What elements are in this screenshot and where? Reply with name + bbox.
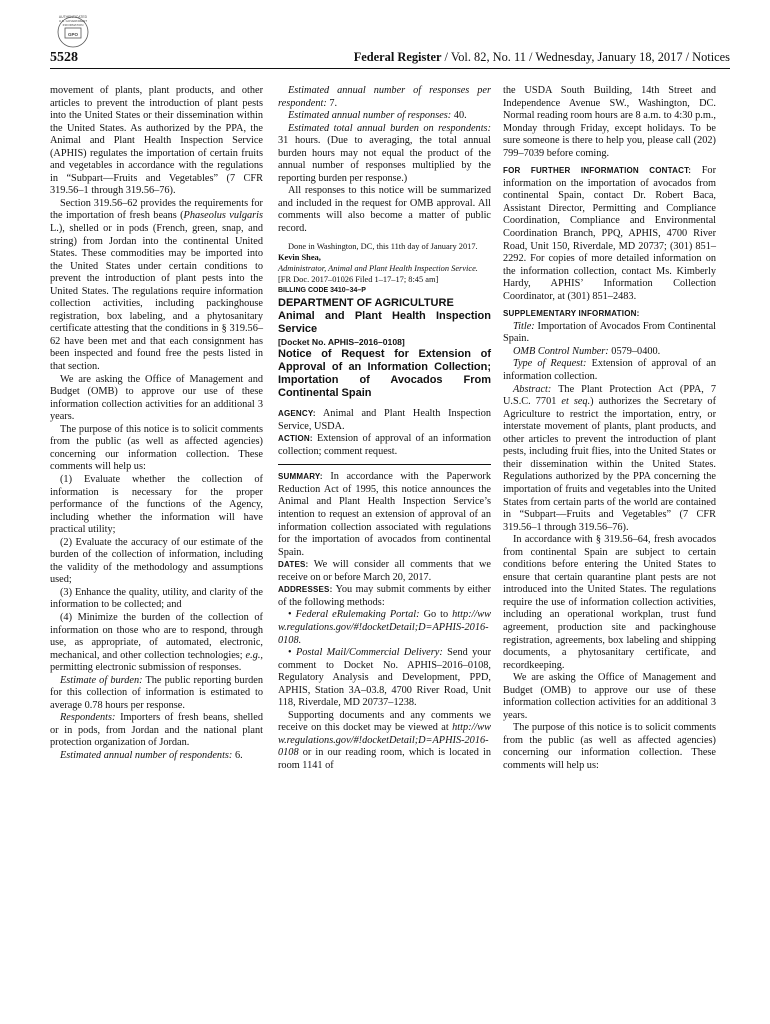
- docket-number: [Docket No. APHIS–2016–0108]: [278, 336, 405, 347]
- column-3: [503, 85, 716, 773]
- document-page: [50, 10, 730, 1015]
- abstract-paragraph: Abstract: The Plant Protection Act (PPA, 7 U.S.C. 7701 et seq.) authorizes the Secretary of Agriculture to restrict the importation, entry, or interstate movement of plants, plant products, and other articles to prevent the introduction of plant pests, including fruit flies, into the United States or their dissemination within the United States. Regulations authorized by the PPA concerning the importation of fruits and vegetables into the United States from certain parts of the world are contained in “Subpart—Fruits and Vegetables” (7 CFR 319.56–1 through 319.56–76).: [503, 383, 717, 533]
- paragraph: The purpose of this notice is to solicit comments from the public (as well as affected agencies) concerning our information collection. These comments will help us:: [50, 423, 263, 473]
- paragraph: movement of plants, plant products, and other articles to prevent the introduction of plant pests into the United States or their dissemination within the United States. As authorized by the PPA, the Animal and Plant Health Inspection Service (APHIS) regulates the importation of certain fruits and vegetables in accordance with the regulations in “Subpart—Fruits and Vegetables” (7 CFR 319.56–1 through 319.56–76).: [50, 85, 263, 197]
- request-type-line: Type of Request: Extension of approval of an information collection.: [503, 358, 716, 383]
- billing-code: BILLING CODE 3410–34–P: [278, 286, 366, 294]
- paragraph: Estimate of burden: The public reporting burden for this collection of information is estimated to average 0.78 hours per response.: [50, 674, 263, 711]
- dates-section: DATES: We will consider all comments that we receive on or before March 20, 2017.: [278, 559, 491, 583]
- paragraph: Section 319.56–62 provides the requirements for the importation of fresh beans (Phaseolus vulgaris L.), shelled or in pods (French, green, snap, and string) from Jordan into the continental United States. These commodities may be imported into the United States under certain conditions to prevent the introduction of plant pests into the United States. The regulations require information collection activities, including packinghouse registration, box labeling, and a phytosanitary certificate attesting that the conditions in § 319.56–62 have been met and that each consignment has been inspected and found free the pests listed in that section.: [50, 197, 264, 373]
- list-item: (3) Enhance the quality, utility, and clarity of the information to be collected; and: [50, 586, 263, 611]
- paragraph: Estimated total annual burden on respondents: 31 hours. (Due to averaging, the total annual burden hours may not equal the product of the annual number of responses multiplied by the reporting burden per response.): [278, 122, 491, 184]
- paragraph: All responses to this notice will be summarized and included in the request for OMB approval. All comments will also become a matter of public record.: [278, 185, 491, 235]
- svg-text:U.S. GOVERNMENT: U.S. GOVERNMENT: [58, 19, 88, 23]
- regulations-link[interactable]: http://www.regulations.gov/#!docketDetail;D=APHIS-2016-0108.: [278, 609, 492, 646]
- action-line: ACTION: Extension of approval of an information collection; comment request.: [278, 433, 491, 457]
- paragraph: the USDA South Building, 14th Street and Independence Avenue SW., Washington, DC. Normal reading room hours are 8 a.m. to 4:30 p.m., Monday through Friday, except holidays. To be sure someone is there to help you, please call (202) 799–7039 before coming.: [503, 85, 716, 159]
- omb-line: OMB Control Number: 0579–0400.: [513, 345, 661, 357]
- supplementary-heading: SUPPLEMENTARY INFORMATION:: [503, 309, 640, 319]
- signature-date: Done in Washington, DC, this 11th day of January 2017.: [288, 241, 478, 251]
- addresses-section: ADDRESSES: You may submit comments by either of the following methods:: [278, 584, 491, 608]
- column-2: [278, 85, 491, 773]
- page-header: [50, 50, 730, 69]
- list-item: (2) Evaluate the accuracy of our estimate of the burden of the collection of information, including the validity of the methodology and assumptions used;: [50, 536, 263, 586]
- signer-title: Administrator, Animal and Plant Health Inspection Service.: [278, 263, 478, 273]
- paragraph: In accordance with § 319.56–64, fresh avocados from continental Spain are subject to certain conditions before entering the United States to ensure that certain quarantine plant pests are not introduced into the United States. The regulations require the use of information collection activities, including an operational workplan, trust fund agreement, production site and packinghouse registration, agreements, box labeling and shipping documents, a phytosanitary certificate, and recordkeeping.: [503, 534, 716, 671]
- agency-heading: Animal and Plant Health Inspection Service: [278, 309, 491, 335]
- svg-text:AUTHENTICATED: AUTHENTICATED: [58, 15, 88, 19]
- signer-name: Kevin Shea,: [278, 252, 321, 262]
- agency-line: AGENCY: Animal and Plant Health Inspection Service, USDA.: [278, 408, 491, 432]
- page-number: 5528: [50, 50, 78, 65]
- department-heading: DEPARTMENT OF AGRICULTURE: [278, 297, 454, 310]
- svg-text:GPO: GPO: [67, 32, 79, 37]
- journal-name: Federal Register: [353, 50, 442, 64]
- list-item: (4) Minimize the burden of the collection of information on those who are to respond, through use, as appropriate, of automated, electronic, mechanical, and other collection technologies; e.g., permitting electronic submission of responses.: [50, 611, 263, 674]
- running-head: [354, 50, 730, 65]
- paragraph: Estimated annual number of responses: 40.: [288, 110, 467, 122]
- list-item: • Postal Mail/Commercial Delivery: Send your comment to Docket No. APHIS–2016–0108, Regulatory Analysis and Development, PPD, APHIS, Station 3A–03.8, 4700 River Road, Unit 118, Riverdale, MD 20737–1238.: [278, 647, 492, 709]
- svg-text:INFORMATION: INFORMATION: [62, 23, 84, 27]
- divider: [278, 464, 491, 465]
- paragraph: We are asking the Office of Management and Budget (OMB) to approve our use of these information collection activities for an additional 3 years.: [503, 672, 716, 721]
- paragraph: Respondents: Importers of fresh beans, shelled or in pods, from Jordan and the national plant protection organization of Jordan.: [50, 712, 263, 749]
- paragraph: Estimated annual number of responses per respondent: 7.: [278, 85, 491, 109]
- issue-info: / Vol. 82, No. 11 / Wednesday, January 18, 2017 / Notices: [441, 50, 730, 64]
- docket-link[interactable]: http://www.regulations.gov/#!docketDetail;D=APHIS-2016-0108: [278, 722, 491, 759]
- notice-title: Notice of Request for Extension of Approval of an Information Collection; Importation of Avocados From Continental Spain: [278, 348, 491, 400]
- paragraph: Estimated annual number of respondents: 6.: [60, 749, 243, 761]
- contact-section: FOR FURTHER INFORMATION CONTACT: For information on the importation of avocados from continental Spain, contact Dr. Robert Baca, Assistant Director, Permitting and Compliance Coordination, Compliance and Environmental Coordination Branch, PPQ, APHIS, 4700 River Road, Unit 150, Riverdale, MD 20737; (301) 851–2292. For copies of more detailed information on the information collection, contact Ms. Kimberly Hardy, APHIS’ Information Collection Coordinator, at (301) 851–2483.: [503, 165, 716, 302]
- summary-section: SUMMARY: In accordance with the Paperwork Reduction Act of 1995, this notice announces the Animal and Plant Health Inspection Service’s intention to request an extension of approval of an information collection associated with regulations for the importation of avocados from continental Spain.: [278, 471, 491, 558]
- title-line: Title: Importation of Avocados From Continental Spain.: [503, 320, 716, 345]
- paragraph: We are asking the Office of Management and Budget (OMB) to approve our use of these information collection activities for an additional 3 years.: [50, 373, 263, 423]
- list-item: • Federal eRulemaking Portal: Go to http://www.regulations.gov/#!docketDetail;D=APHIS-2016-0108.: [278, 609, 492, 646]
- paragraph: Supporting documents and any comments we receive on this docket may be viewed at http://www.regulations.gov/#!docketDetail;D=APHIS-2016-0108 or in our reading room, which is located in room 1141 of: [278, 709, 491, 771]
- paragraph: The purpose of this notice is to solicit comments from the public (as well as affected agencies) concerning our information collection. These comments will help us:: [503, 722, 716, 771]
- gpo-authentication-logo: [53, 10, 93, 50]
- fr-doc-number: [FR Doc. 2017–01026 Filed 1–17–17; 8:45 am]: [278, 274, 439, 284]
- list-item: (1) Evaluate whether the collection of information is necessary for the proper performance of the functions of the Agency, including whether the information will have practical utility;: [50, 473, 263, 536]
- column-1: [50, 85, 263, 763]
